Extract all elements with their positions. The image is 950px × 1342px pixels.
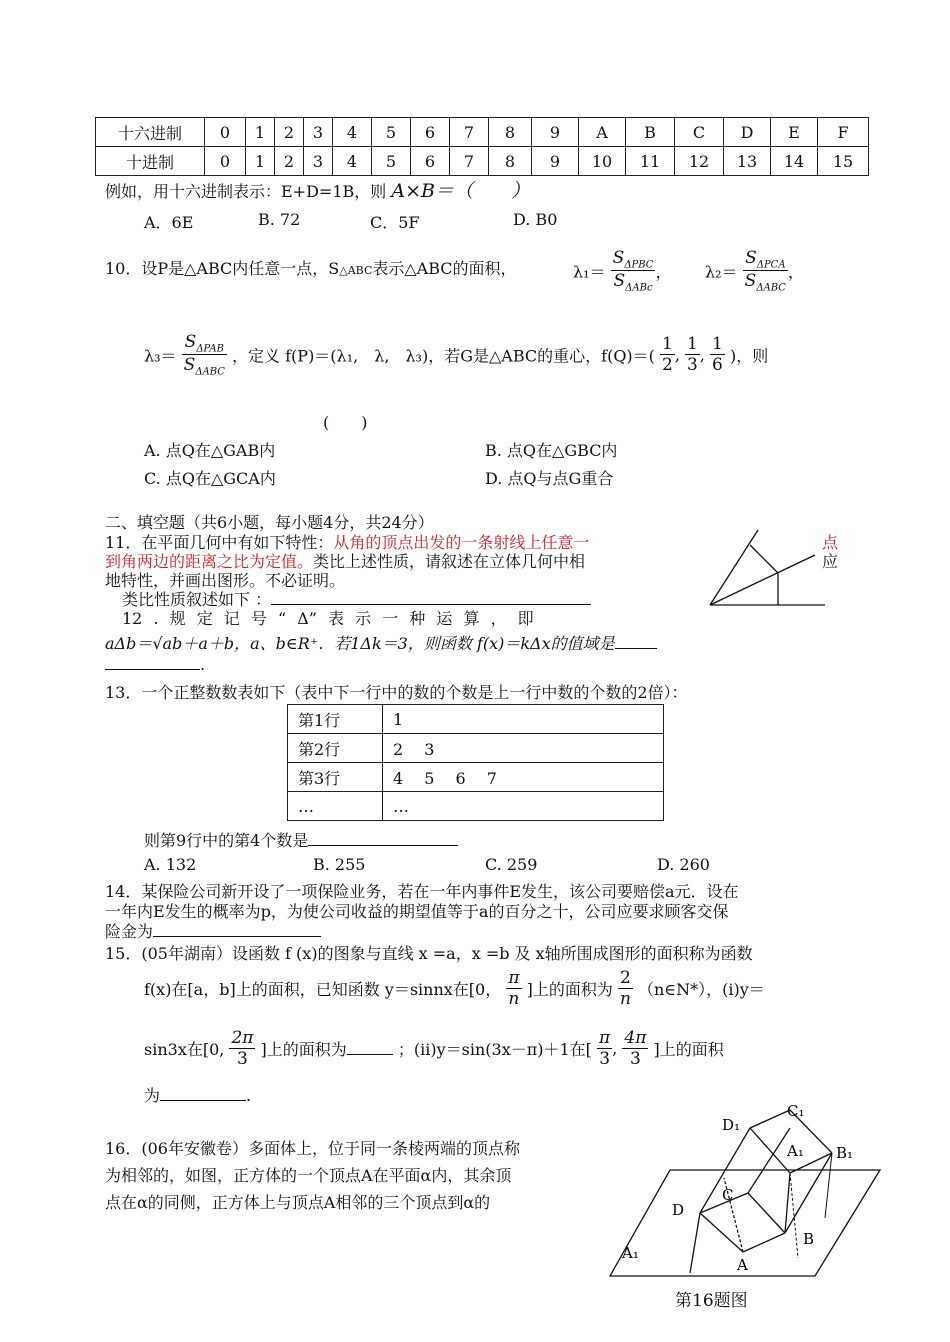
- hex-cell: 9: [532, 118, 579, 147]
- hex-cell: B: [626, 118, 675, 147]
- q12-blank-line: [105, 655, 205, 674]
- q15-text: ；(ii)y＝sin(3x－π)＋1在[: [397, 1040, 592, 1059]
- q10-text-a: 10．设P是△ABC内任意一点，S: [105, 259, 340, 278]
- pi-over-n: [506, 968, 521, 1009]
- cube-figure: [600, 1098, 885, 1310]
- dec-cell: 6: [411, 147, 450, 176]
- frac-den: 3: [687, 355, 698, 376]
- q16-line3: 点在α的同侧，正方体上与顶点A相邻的三个顶点到α的: [105, 1193, 491, 1212]
- cube-edge: [700, 1213, 743, 1252]
- fq-half: [660, 334, 675, 375]
- q9-example-text: 例如，用十六进制表示：E+D=1B，则: [105, 182, 387, 201]
- table-row: [96, 147, 869, 176]
- q10-option-b: B. 点Q在△GBC内: [485, 441, 618, 460]
- q15-text: f(x)在[a，b]上的面积，已知函数 y＝sinnx在[0，: [144, 980, 502, 999]
- two-pi-over-three: [229, 1028, 255, 1069]
- row-value: 1: [383, 705, 664, 734]
- hex-cell: 3: [304, 118, 333, 147]
- row-value: 2 3: [383, 734, 664, 763]
- frac-den: 2: [662, 355, 673, 376]
- q15-line3: sin3x在[0, $\frac{2\pi}{3}$ ]上的面积为 ；(ii)y＝sin(3x－π)＋1在[ $\frac{\pi}{3}$ , $\frac{4\pi}{3}$ ]上的面积: [144, 1028, 724, 1069]
- q10-definition: ，定义 f(P)＝(λ₁, λ, λ₃)，若G是△ABC的重心，f(Q)＝(: [232, 346, 655, 366]
- label-a: A: [737, 1256, 748, 1274]
- q15-line4: [144, 1083, 251, 1106]
- q11-text: 11．在平面几何中有如下特性：: [105, 533, 334, 552]
- cube-edge: [690, 1213, 700, 1273]
- answer-blank[interactable]: [271, 590, 591, 605]
- answer-blank[interactable]: [347, 1042, 393, 1055]
- dec-cell: 12: [675, 147, 724, 176]
- hex-cell: E: [771, 118, 818, 147]
- cube-edge: [748, 1193, 785, 1233]
- frac-sub: ΔPCA: [756, 259, 786, 271]
- fq-sixth: [710, 334, 725, 375]
- four-pi-over-three: [622, 1028, 648, 1069]
- hex-cell: 1: [246, 118, 275, 147]
- q15-line1: 15．(05年湖南）设函数 f (x)的图象与直线 x =a，x =b 及 x轴所围成图形的面积称为函数: [105, 944, 753, 963]
- hex-cell: 5: [372, 118, 411, 147]
- angle-figure: [700, 525, 825, 610]
- label-c1: C₁: [787, 1102, 805, 1120]
- dec-cell: 5: [372, 147, 411, 176]
- q9-option-d: D. B0: [513, 210, 558, 229]
- row-label: 第3行: [288, 763, 383, 792]
- q14-line3: [105, 919, 321, 942]
- q15-text: .: [246, 1086, 252, 1105]
- fq-third: [685, 334, 700, 375]
- dec-cell: 10: [579, 147, 626, 176]
- q12-end: .: [200, 655, 206, 674]
- q13-option-a: A. 132: [144, 855, 197, 874]
- frac-num: π: [599, 1028, 611, 1048]
- projection-line: [790, 1173, 798, 1258]
- q10-stem: [105, 256, 517, 279]
- q11-line3: 地特性，并画出图形。不必证明。: [105, 571, 346, 590]
- frac-den: n: [508, 989, 520, 1009]
- q10-sub-abc: △ABC: [339, 264, 373, 277]
- table-row: [96, 118, 869, 147]
- frac-num: 1: [687, 334, 698, 355]
- hex-cell: C: [675, 118, 724, 147]
- frac-num: π: [508, 968, 520, 988]
- frac-den: 3: [237, 1049, 248, 1069]
- frac-num: 1: [662, 334, 673, 355]
- perpendicular: [750, 545, 778, 573]
- q11-right: 应: [822, 552, 839, 571]
- hex-cell: 2: [275, 118, 304, 147]
- q14-line2: 一年内E发生的概率为p，为使公司收益的期望值等于a的百分之十，公司应要求顾客交保: [105, 902, 729, 921]
- frac-num: 2π: [231, 1028, 254, 1048]
- answer-blank[interactable]: [105, 655, 200, 670]
- frac-den: S: [744, 271, 757, 292]
- answer-blank[interactable]: [615, 634, 657, 649]
- hex-cell: 6: [411, 118, 450, 147]
- row-value: 4 5 6 7: [383, 763, 664, 792]
- q11-red-text: 到角两边的距离之比为定值。: [105, 552, 314, 571]
- q11-red-text: 从角的顶点出发的一条射线上任意一: [333, 533, 590, 552]
- q9-option-c: C．5F: [370, 213, 420, 232]
- hex-cell: F: [818, 118, 869, 147]
- frac-sub: ΔABC: [195, 366, 225, 378]
- dec-cell: 14: [771, 147, 818, 176]
- q13-intro: 13．一个正整数数表如下（表中下一行中的数的个数是上一行中数的个数的2倍）：: [105, 683, 688, 702]
- q9-option-b: B. 72: [258, 210, 301, 229]
- q10-then: )，则: [729, 346, 769, 366]
- frac-num: 1: [712, 334, 723, 355]
- q11-text: 类比上述性质，请叙述在立体几何中相: [313, 552, 586, 571]
- cube-edge: [750, 1110, 790, 1128]
- label-c: C: [722, 1186, 734, 1204]
- lambda2-label: λ₂＝: [705, 262, 738, 282]
- dec-cell: 13: [724, 147, 771, 176]
- dec-row-label: 十进制: [96, 147, 205, 176]
- q10-lambda3: λ₃＝ $\frac{S_{\Delta PAB}}{S_{\Delta ABC}}$ ，定义 f(P)＝(λ₁, λ, λ₃)，若G是△ABC的重心，f(Q)＝( $\frac{1}{2}$ , $\frac{1}{3}$ , $\frac{1}{6}$ )，则: [144, 332, 769, 378]
- table-row: [288, 734, 664, 763]
- q15-text: ]上的面积: [653, 1040, 724, 1059]
- q14-text: 险金为: [105, 922, 154, 941]
- q10-option-d: D. 点Q与点G重合: [485, 469, 614, 488]
- hex-cell: 8: [489, 118, 532, 147]
- row-label: 第1行: [288, 705, 383, 734]
- dec-cell: 2: [275, 147, 304, 176]
- hex-row-label: 十六进制: [96, 118, 205, 147]
- lambda3-fraction: [182, 332, 227, 378]
- cube-edge: [743, 1233, 785, 1252]
- label-b1: B₁: [836, 1144, 854, 1162]
- q14-line1: 14．某保险公司新开设了一项保险业务，若在一年内事件E发生，该公司要赔偿a元．设在: [105, 882, 739, 901]
- hex-cell: 7: [450, 118, 489, 147]
- q13-option-d: D. 260: [657, 855, 710, 874]
- hex-cell: D: [724, 118, 771, 147]
- q10-blank: ( ): [323, 413, 368, 432]
- lambda1-fraction: [611, 248, 656, 294]
- q9-example: [105, 176, 530, 203]
- two-over-n: [618, 968, 633, 1009]
- frac-sub: ΔABC: [756, 282, 786, 294]
- q15-text: ]上的面积为: [526, 980, 613, 999]
- q12-formula: [105, 631, 657, 654]
- row-value: …: [383, 792, 664, 821]
- table-row: [288, 705, 664, 734]
- cube-edge: [748, 1128, 790, 1193]
- dec-cell: 3: [304, 147, 333, 176]
- answer-blank[interactable]: [153, 922, 321, 937]
- frac-num: 2: [618, 968, 633, 989]
- number-table: [287, 704, 664, 821]
- lambda1-label: λ₁＝: [573, 262, 606, 282]
- dec-cell: 11: [626, 147, 675, 176]
- hex-table: [95, 117, 869, 176]
- q10-option-a: A. 点Q在△GAB内: [144, 441, 276, 460]
- frac-den: S: [183, 355, 196, 376]
- q15-text: 为: [144, 1086, 161, 1105]
- table-row: [288, 763, 664, 792]
- q15-text: ]上的面积为: [260, 1040, 347, 1059]
- frac-num: S: [184, 332, 197, 352]
- q15-text: sin3x在[0,: [144, 1040, 225, 1059]
- q13-option-b: B. 255: [313, 855, 366, 874]
- figure-caption: 第16题图: [675, 1291, 748, 1311]
- q10-lambda1: λ₁＝ $\frac{S_{\Delta PBC}}{S_{\Delta ABc}}$ ，: [573, 248, 672, 294]
- pi-over-three: [597, 1028, 612, 1069]
- q16-line1: 16．(06年安徽卷）多面体上，位于同一条棱两端的顶点称: [105, 1139, 520, 1158]
- q11-text: 类比性质叙述如下 ：: [122, 590, 272, 609]
- frac-den: 3: [599, 1049, 611, 1069]
- cube-edge: [750, 1128, 790, 1173]
- dec-cell: 9: [532, 147, 579, 176]
- dec-cell: 7: [450, 147, 489, 176]
- hex-cell: 4: [333, 118, 372, 147]
- q12-line1: 12 . 规 定 记 号 “ Δ” 表 示 一 种 运 算 ， 即: [122, 609, 534, 628]
- label-a1: A₁: [787, 1142, 804, 1160]
- answer-blank[interactable]: [308, 831, 458, 846]
- frac-den: 6: [712, 355, 723, 376]
- section-title: 二、填空题（共6小题，每小题4分，共24分）: [105, 513, 434, 532]
- row-label: 第2行: [288, 734, 383, 763]
- table-row: [288, 792, 664, 821]
- frac-sub: ΔPBC: [624, 259, 654, 271]
- frac-num: 4π: [624, 1028, 647, 1048]
- lambda2-fraction: [743, 248, 788, 294]
- dec-cell: 4: [333, 147, 372, 176]
- label-d1: D₁: [722, 1116, 741, 1134]
- q10-option-c: C. 点Q在△GCA内: [144, 469, 276, 488]
- frac-num: S: [745, 248, 757, 268]
- hex-cell: A: [579, 118, 626, 147]
- frac-sub: ΔABc: [625, 282, 653, 294]
- q9-option-a: A．6E: [144, 213, 194, 232]
- answer-blank[interactable]: [160, 1086, 246, 1101]
- row-label: …: [288, 792, 383, 821]
- frac-den: 3: [629, 1049, 641, 1069]
- frac-sub: ΔPAB: [196, 343, 224, 355]
- label-b: B: [803, 1230, 815, 1248]
- frac-den: S: [613, 271, 626, 292]
- cube-edge: [785, 1173, 790, 1233]
- q15-text: （n∈N*），(i)y＝: [637, 980, 765, 999]
- q13-option-c: C. 259: [485, 855, 538, 874]
- q11-right-red: 点: [822, 533, 839, 552]
- dec-cell: 1: [246, 147, 275, 176]
- hex-cell: 0: [205, 118, 246, 147]
- dec-cell: 15: [818, 147, 869, 176]
- lambda3-label: λ₃＝: [144, 346, 177, 366]
- dec-cell: 8: [489, 147, 532, 176]
- label-d: D: [672, 1201, 685, 1219]
- q13-question: [144, 828, 458, 851]
- q15-line2: [144, 968, 765, 1009]
- dec-cell: 0: [205, 147, 246, 176]
- q13-question-text: 则第9行中的第4个数是: [144, 831, 309, 850]
- frac-den: n: [619, 989, 631, 1009]
- q10-text-b: 表示△ABC的面积，: [372, 259, 517, 278]
- q10-lambda2: λ₂＝ $\frac{S_{\Delta PCA}}{S_{\Delta ABC}}$ ，: [705, 248, 804, 294]
- frac-num: S: [612, 248, 625, 268]
- q12-formula-text: aΔb＝√ab＋a＋b，a、b∈R⁺．若1Δk＝3，则函数 f(x)＝kΔx的值域是: [105, 634, 615, 653]
- q16-line2: 为相邻的，如图，正方体的一个顶点A在平面α内，其余顶: [105, 1166, 512, 1185]
- q9-formula: A×B＝（ ）: [391, 180, 530, 202]
- label-a1-plane: A₁: [622, 1244, 639, 1262]
